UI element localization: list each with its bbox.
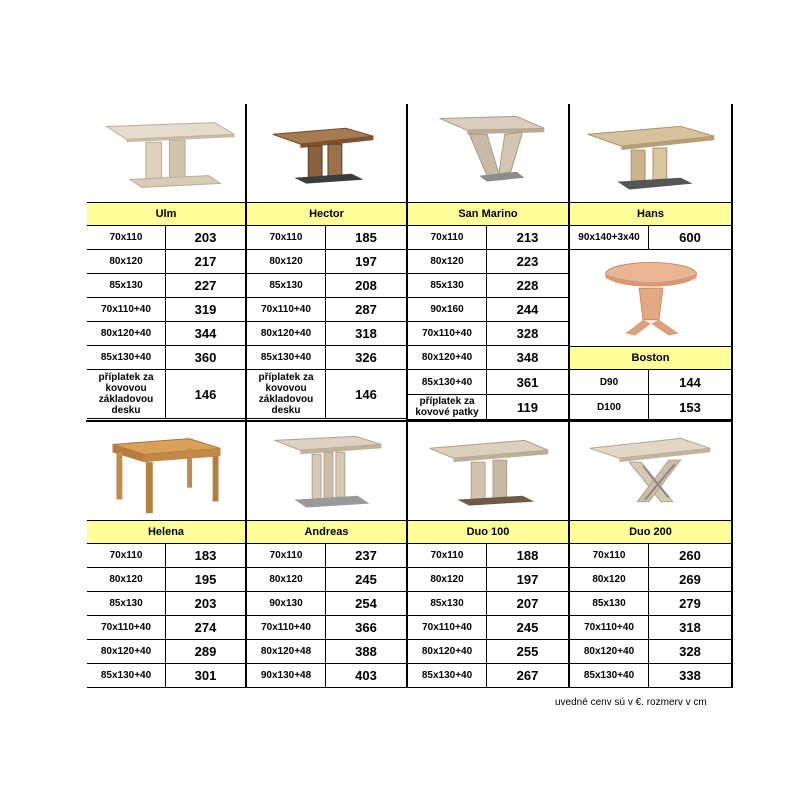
price-cell: 146 xyxy=(355,386,377,402)
price-cell: 183 xyxy=(194,548,217,563)
price-row xyxy=(408,298,568,322)
price-row xyxy=(87,226,245,250)
price-cell: 326 xyxy=(355,350,377,365)
price-row xyxy=(408,226,568,250)
table-column-hans xyxy=(570,104,733,420)
size-cell: 70x110+40 xyxy=(247,298,326,321)
price-cell: 338 xyxy=(679,668,701,683)
bottom-block xyxy=(86,420,733,688)
size-cell: 70x110 xyxy=(247,226,326,249)
price-row xyxy=(87,664,245,688)
price-row xyxy=(570,226,731,250)
size-cell: 70x110 xyxy=(570,544,649,567)
model-name: San Marino xyxy=(408,203,568,226)
size-cell: 80x120 xyxy=(87,568,166,591)
price-cell: 188 xyxy=(516,548,539,563)
andreas-table-image xyxy=(247,422,406,521)
size-cell: 85x130 xyxy=(87,592,166,615)
size-cell: příplatek za kovovou základovou desku xyxy=(87,370,166,418)
price-cell: 328 xyxy=(516,326,539,341)
price-cell: 208 xyxy=(355,278,377,293)
size-cell: D100 xyxy=(570,395,649,419)
price-row xyxy=(408,544,568,568)
size-cell: 90x130+48 xyxy=(247,664,326,687)
size-cell: 70x110+40 xyxy=(247,616,326,639)
price-row xyxy=(570,664,731,688)
boston-table-image xyxy=(570,250,731,347)
price-cell: 361 xyxy=(516,374,539,390)
price-row xyxy=(570,592,731,616)
size-cell: 80x120 xyxy=(408,250,487,273)
price-cell: 344 xyxy=(194,326,217,341)
size-cell: příplatek za kovovou základovou desku xyxy=(247,370,326,418)
price-row xyxy=(247,664,406,688)
size-cell: 70x110+40 xyxy=(570,616,649,639)
price-row xyxy=(247,226,406,250)
size-cell: D90 xyxy=(570,370,649,394)
table-column-helena xyxy=(86,422,247,688)
price-row xyxy=(247,250,406,274)
size-cell: 85x130 xyxy=(247,274,326,297)
price-cell: 328 xyxy=(679,644,701,659)
price-sheet xyxy=(86,104,733,688)
price-row-surcharge xyxy=(408,395,568,420)
price-cell: 228 xyxy=(516,278,539,293)
price-row xyxy=(87,322,245,346)
top-block xyxy=(86,104,733,420)
size-cell: 80x120+40 xyxy=(408,346,487,369)
price-row xyxy=(247,298,406,322)
price-row xyxy=(87,346,245,370)
size-cell: 70x110 xyxy=(247,544,326,567)
table-column-hector xyxy=(247,104,408,420)
price-row xyxy=(87,544,245,568)
model-name: Duo 200 xyxy=(570,521,731,544)
price-cell: 600 xyxy=(679,230,701,245)
price-cell: 185 xyxy=(355,230,377,245)
size-cell: 85x130+40 xyxy=(570,664,649,687)
price-cell: 260 xyxy=(679,548,701,563)
price-cell: 245 xyxy=(355,572,377,587)
price-cell: 403 xyxy=(355,668,377,683)
price-cell: 269 xyxy=(679,572,701,587)
price-row xyxy=(408,592,568,616)
price-row xyxy=(247,640,406,664)
price-row xyxy=(87,592,245,616)
price-row xyxy=(408,250,568,274)
size-cell: 85x130+40 xyxy=(408,664,487,687)
price-row xyxy=(87,274,245,298)
price-row xyxy=(87,616,245,640)
price-cell: 245 xyxy=(516,620,539,635)
price-cell: 319 xyxy=(194,302,217,317)
price-cell: 146 xyxy=(194,386,217,402)
price-row xyxy=(247,568,406,592)
price-cell: 255 xyxy=(516,644,539,659)
price-cell: 153 xyxy=(679,399,701,415)
size-cell: příplatek za kovové patky xyxy=(408,395,487,419)
price-row xyxy=(570,616,731,640)
size-cell: 90x140+3x40 xyxy=(570,226,649,249)
price-row xyxy=(408,370,568,395)
price-cell: 360 xyxy=(194,350,217,365)
price-row xyxy=(87,298,245,322)
price-row xyxy=(408,346,568,370)
size-cell: 80x120+40 xyxy=(570,640,649,663)
price-cell: 287 xyxy=(355,302,377,317)
price-cell: 289 xyxy=(194,644,217,659)
price-row xyxy=(408,616,568,640)
hans-table-image xyxy=(570,104,731,203)
size-cell: 70x110+40 xyxy=(408,322,487,345)
size-cell: 85x130+40 xyxy=(87,664,166,687)
size-cell: 80x120+40 xyxy=(87,640,166,663)
size-cell: 90x130 xyxy=(247,592,326,615)
size-cell: 80x120+40 xyxy=(87,322,166,345)
size-cell: 80x120 xyxy=(87,250,166,273)
price-row xyxy=(408,274,568,298)
price-row xyxy=(570,544,731,568)
price-cell: 366 xyxy=(355,620,377,635)
price-cell: 119 xyxy=(517,399,538,415)
price-cell: 267 xyxy=(516,668,539,683)
table-column-san-marino xyxy=(408,104,570,420)
size-cell: 90x160 xyxy=(408,298,487,321)
price-row xyxy=(247,274,406,298)
price-row xyxy=(247,322,406,346)
size-cell: 80x120+40 xyxy=(247,322,326,345)
size-cell: 80x120+48 xyxy=(247,640,326,663)
size-cell: 80x120 xyxy=(247,568,326,591)
size-cell: 70x110+40 xyxy=(408,616,487,639)
price-row xyxy=(87,250,245,274)
size-cell: 70x110 xyxy=(408,544,487,567)
size-cell: 85x130+40 xyxy=(408,370,487,394)
price-cell: 203 xyxy=(194,596,217,611)
price-row xyxy=(247,346,406,370)
price-cell: 279 xyxy=(679,596,701,611)
price-row-surcharge xyxy=(247,370,406,419)
price-cell: 348 xyxy=(516,350,539,365)
price-cell: 227 xyxy=(194,278,217,293)
price-cell: 213 xyxy=(516,230,539,245)
price-row xyxy=(408,640,568,664)
size-cell: 80x120 xyxy=(570,568,649,591)
price-row xyxy=(247,616,406,640)
size-cell: 70x110 xyxy=(408,226,487,249)
duo-200-table-image xyxy=(570,422,731,521)
duo-100-table-image xyxy=(408,422,568,521)
size-cell: 85x130 xyxy=(408,592,487,615)
table-column-duo-100 xyxy=(408,422,570,688)
price-cell: 197 xyxy=(516,572,539,587)
price-cell: 197 xyxy=(355,254,377,269)
price-row xyxy=(408,568,568,592)
price-row xyxy=(570,568,731,592)
price-cell: 388 xyxy=(355,644,377,659)
price-cell: 207 xyxy=(516,596,539,611)
table-column-duo-200 xyxy=(570,422,733,688)
price-cell: 237 xyxy=(355,548,377,563)
price-cell: 144 xyxy=(679,374,701,390)
model-name: Andreas xyxy=(247,521,406,544)
price-row xyxy=(247,544,406,568)
helena-table-image xyxy=(87,422,245,521)
size-cell: 85x130 xyxy=(570,592,649,615)
model-name: Duo 100 xyxy=(408,521,568,544)
price-row xyxy=(570,370,731,395)
size-cell: 80x120 xyxy=(247,250,326,273)
size-cell: 70x110 xyxy=(87,226,166,249)
price-row xyxy=(87,568,245,592)
price-row xyxy=(570,640,731,664)
size-cell: 80x120+40 xyxy=(408,640,487,663)
price-row xyxy=(247,592,406,616)
price-cell: 274 xyxy=(194,620,217,635)
price-row xyxy=(408,664,568,688)
size-cell: 80x120 xyxy=(408,568,487,591)
model-name: Boston xyxy=(570,347,731,370)
size-cell: 70x110+40 xyxy=(87,616,166,639)
table-column-ulm xyxy=(86,104,247,420)
size-cell: 85x130 xyxy=(87,274,166,297)
size-cell: 85x130 xyxy=(408,274,487,297)
price-cell: 318 xyxy=(679,620,701,635)
ulm-table-image xyxy=(87,104,245,203)
model-name: Hector xyxy=(247,203,406,226)
price-cell: 301 xyxy=(194,668,217,683)
price-cell: 203 xyxy=(194,230,217,245)
model-name: Helena xyxy=(87,521,245,544)
size-cell: 70x110+40 xyxy=(87,298,166,321)
model-name: Ulm xyxy=(87,203,245,226)
price-row xyxy=(87,640,245,664)
size-cell: 70x110 xyxy=(87,544,166,567)
model-name: Hans xyxy=(570,203,731,226)
hector-table-image xyxy=(247,104,406,203)
footnote: uvedné cenv sú v €. rozmerv v cm xyxy=(555,697,707,708)
price-cell: 195 xyxy=(194,572,217,587)
price-row-surcharge xyxy=(87,370,245,419)
price-cell: 223 xyxy=(516,254,539,269)
price-cell: 217 xyxy=(194,254,217,269)
price-cell: 318 xyxy=(355,326,377,341)
san-marino-table-image xyxy=(408,104,568,203)
price-cell: 244 xyxy=(516,302,539,317)
price-cell: 254 xyxy=(355,596,377,611)
price-row xyxy=(408,322,568,346)
table-column-andreas xyxy=(247,422,408,688)
size-cell: 85x130+40 xyxy=(87,346,166,369)
size-cell: 85x130+40 xyxy=(247,346,326,369)
price-row xyxy=(570,395,731,420)
